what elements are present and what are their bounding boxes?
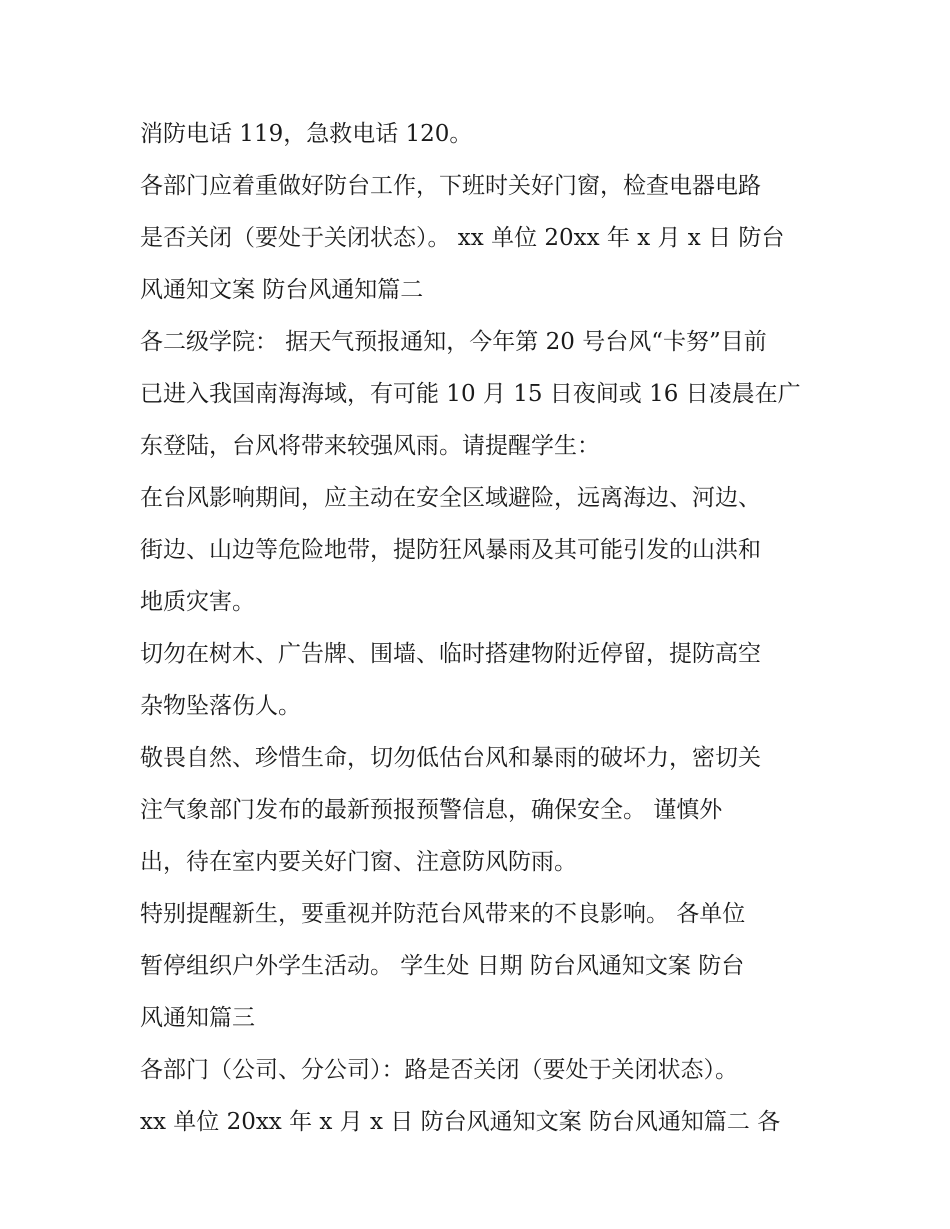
text-line: 暂停组织户外学生活动。 学生处 日期 防台风通知文案 防台 (140, 953, 745, 979)
text-line: 切勿在树木、广告牌、围墙、临时搭建物附近停留，提防高空 (140, 641, 761, 667)
text-line: 地质灾害。 (140, 589, 255, 615)
text-line: 各二级学院： 据天气预报通知，今年第 20 号台风“卡努”目前 (140, 329, 767, 355)
text-line: 风通知文案 防台风通知篇二 (140, 277, 424, 303)
text-line: 各部门应着重做好防台工作，下班时关好门窗，检查电器电路 (140, 173, 761, 199)
text-line: 在台风影响期间，应主动在安全区域避险，远离海边、河边、 (140, 485, 761, 511)
text-line: 街边、山边等危险地带，提防狂风暴雨及其可能引发的山洪和 (140, 537, 761, 563)
text-line: 风通知篇三 (140, 1005, 255, 1031)
text-line: 各部门（公司、分公司）：路是否关闭（要处于关闭状态）。 (140, 1057, 738, 1083)
text-line: 敬畏自然、珍惜生命，切勿低估台风和暴雨的破坏力，密切关 (140, 745, 761, 771)
text-line: 已进入我国南海海域，有可能 10 月 15 日夜间或 16 日凌晨在广 (140, 381, 801, 407)
text-line: 特别提醒新生，要重视并防范台风带来的不良影响。 各单位 (140, 901, 746, 927)
text-line: 东登陆，台风将带来较强风雨。请提醒学生： (140, 433, 600, 459)
document-body (140, 108, 820, 1148)
text-line: 消防电话 119，急救电话 120。 (140, 121, 473, 147)
text-line: 注气象部门发布的最新预报预警信息，确保安全。 谨慎外 (140, 797, 723, 823)
text-line: 是否关闭（要处于关闭状态）。 xx 单位 20xx 年 x 月 x 日 防台 (140, 225, 785, 251)
text-line: 出，待在室内要关好门窗、注意防风防雨。 (140, 849, 577, 875)
text-line: xx 单位 20xx 年 x 月 x 日 防台风通知文案 防台风通知篇二 各 (140, 1109, 781, 1135)
text-line: 杂物坠落伤人。 (140, 693, 301, 719)
